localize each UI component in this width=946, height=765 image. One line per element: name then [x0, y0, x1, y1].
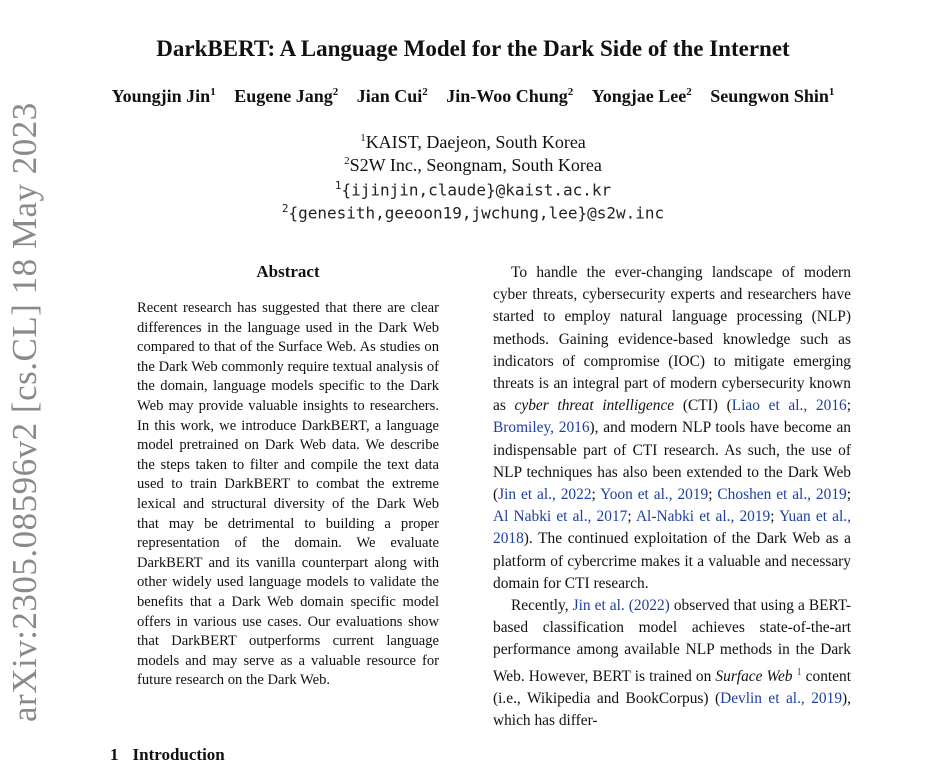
author: Jin-Woo Chung$^2$	[446, 86, 574, 106]
citation-link[interactable]: Liao et al., 2016	[731, 397, 847, 415]
affiliation-s2w: $^2$S2W Inc., Seongnam, South Korea	[344, 155, 602, 175]
footnote-link[interactable]: 1	[796, 666, 802, 678]
email-s2w: $^2${genesith,geeoon19,jwchung,lee}@s2w.inc	[281, 202, 665, 223]
citation-link[interactable]: Yuan et al., 2018	[493, 508, 851, 548]
section-heading-introduction	[110, 745, 225, 765]
author: Youngjin Jin$^1$	[111, 86, 216, 106]
citation-link[interactable]: Jin et al. (2022)	[572, 597, 670, 615]
abstract-body: Recent research has suggested that there are clear differences in the language used in the Dark Web compared to that of the Surface Web. As studies on the Dark Web commonly require textual analysis of the domain, language models specific to the Dark Web may provide valuable insights to researchers. In this work, we introduce DarkBERT, a language model pretrained on Dark Web data. We describe the steps taken to filter and compile the text data used to train DarkBERT to combat the extreme lexical and structural diversity of the Dark Web that may be detrimental to building a proper representation of the domain. We evaluate DarkBERT and its vanilla counterpart along with other widely used language models to validate the benefits that a Dark Web domain specific model offers in various use cases. Our evaluations show that DarkBERT outperforms current language models and may serve as a valuable resource for future research on the Dark Web.	[137, 300, 439, 689]
citation-link[interactable]: Choshen et al., 2019	[717, 486, 847, 504]
citation-link[interactable]: Al Nabki et al., 2017	[493, 508, 628, 526]
author: Yongjae Lee$^2$	[591, 86, 692, 106]
paper-title: DarkBERT: A Language Model for the Dark Side of the Internet	[156, 36, 790, 61]
abstract-heading: Abstract	[256, 262, 320, 281]
citation-link[interactable]: Yoon et al., 2019	[600, 486, 709, 504]
paragraph: To handle the ever-changing landscape of modern cyber threats, cybersecurity experts and researchers have started to employ natural language processing (NLP) methods. Gaining evidence-based knowledge such as indicators of compromise (IOC) to mitigate emerging threats is an integral part of modern cybersecurity known as cyber threat intelligence (CTI) (Liao et al., 2016; Bromiley, 2016), and modern NLP tools have become an indispensable part of CTI research. As such, the use of NLP techniques has also been extended to the Dark Web (Jin et al., 2022; Yoon et al., 2019; Choshen et al., 2019; Al Nabki et al., 2017; Al-Nabki et al., 2019; Yuan et al., 2018). The continued exploitation of the Dark Web as a platform of cybercrime makes it a valuable and necessary domain for CTI research.	[493, 264, 851, 592]
citation-link[interactable]: Devlin et al., 2019	[720, 689, 843, 707]
author-list	[0, 86, 946, 107]
introduction-text	[493, 262, 851, 732]
citation-link[interactable]: Al-Nabki et al., 2019	[635, 508, 771, 526]
section-title: Introduction	[132, 745, 225, 764]
section-number: 1	[110, 745, 119, 764]
citation-link[interactable]: Jin et al., 2022	[498, 486, 592, 504]
author: Jian Cui$^2$	[356, 86, 428, 106]
email-kaist: $^1${ijinjin,claude}@kaist.ac.kr	[334, 179, 612, 200]
citation-link[interactable]: Bromiley, 2016	[493, 419, 590, 437]
author: Eugene Jang$^2$	[234, 86, 339, 106]
paragraph: Recently, Jin et al. (2022) observed that using a BERT-based classification model achieves state-of-the-art performance among available NLP methods in the Dark Web. However, BERT is trained on Surface Web $^1$ content (i.e., Wikipedia and BookCorpus) (Devlin et al., 2019), which has differ-	[493, 597, 851, 730]
affiliation-kaist: $^1$KAIST, Daejeon, South Korea	[360, 132, 586, 152]
arxiv-identifier: arXiv:2305.08596v2 [cs.CL] 18 May 2023	[5, 102, 44, 722]
author: Seungwon Shin$^1$	[710, 86, 835, 106]
